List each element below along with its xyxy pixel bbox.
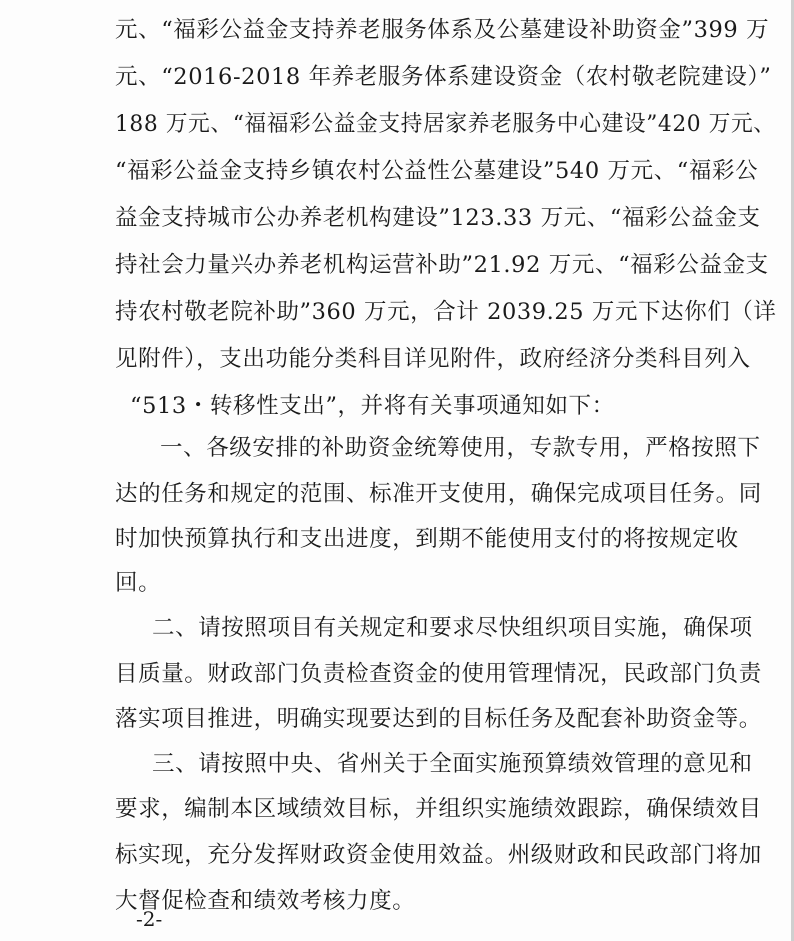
section-one-line: 达的任务和规定的范围、标准开支使用，确保完成项目任务。同: [115, 481, 762, 507]
body-text-line: 持社会力量兴办养老机构运营补助”21.92 万元、“福彩公益金支: [115, 252, 769, 278]
body-text-line: 元、“2016-2018 年养老服务体系建设资金（农村敬老院建设）”: [115, 64, 772, 90]
body-text-line: 元、“福彩公益金支持养老服务体系及公墓建设补助资金”399 万: [115, 17, 770, 43]
section-two-line: 目质量。财政部门负责检查资金的使用管理情况，民政部门负责: [115, 661, 762, 687]
section-two-line: 二、请按照项目有关规定和要求尽快组织项目实施，确保项: [152, 615, 753, 641]
page-number: -2-: [136, 907, 163, 931]
section-three-line: 三、请按照中央、省州关于全面实施预算绩效管理的意见和: [152, 751, 753, 777]
body-text-line: “福彩公益金支持乡镇农村公益性公墓建设”540 万元、“福彩公: [115, 158, 759, 184]
body-text-line: 188 万元、“福福彩公益金支持居家养老服务中心建设”420 万元、: [115, 111, 776, 137]
section-one-line: 时加快预算执行和支出进度，到期不能使用支付的将按规定收: [115, 526, 739, 552]
body-text-line: 持农村敬老院补助”360 万元，合计 2039.25 万元下达你们（详: [115, 299, 777, 325]
section-three-line: 大督促检查和绩效考核力度。: [115, 888, 416, 914]
section-two-line: 落实项目推进，明确实现要达到的目标任务及配套补助资金等。: [115, 706, 762, 732]
body-text-line: 益金支持城市公办养老机构建设”123.33 万元、“福彩公益金支: [115, 205, 761, 231]
section-one-line: 一、各级安排的补助资金统筹使用，专款专用，严格按照下: [160, 435, 761, 461]
body-text-line: “513・转移性支出”，并将有关事项通知如下：: [130, 393, 615, 419]
section-three-line: 标实现，充分发挥财政资金使用效益。州级财政和民政部门将加: [115, 842, 762, 868]
body-text-line: 见附件），支出功能分类科目详见附件，政府经济分类科目列入: [115, 346, 751, 372]
section-one-line: 回。: [115, 570, 162, 596]
section-three-line: 要求，编制本区域绩效目标，并组织实施绩效跟踪，确保绩效目: [115, 796, 762, 822]
